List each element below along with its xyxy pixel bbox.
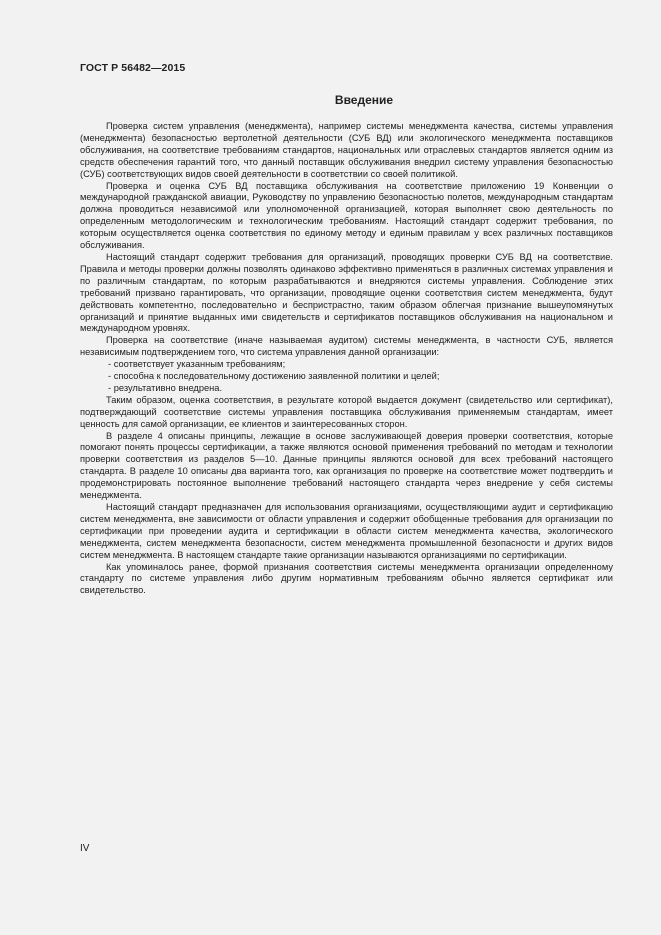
paragraph-6: В разделе 4 описаны принципы, лежащие в основе заслуживающей доверия проверки соответствия, которые помогают понять процессы сертификации, а также являются основой применения требований по методам и технологии проверки соответствия из разделов 5—10. Данные принципы являются основой для всех требований настоящего стандарта. В разделе 10 описаны два варианта того, как организация по проверке на соответствие может подтвердить и продемонстрировать постоянное выполнение требований настоящего стандарта через внедрение у себя системы менеджмента. xyxy=(80,430,613,501)
requirements-list xyxy=(80,359,613,395)
paragraph-7: Настоящий стандарт предназначен для использования организациями, осуществляющими аудит и сертификацию систем менеджмента, вне зависимости от области управления и содержит обобщенные требования для организации по сертификации при проведении аудита и сертификации в области систем менеджмента качества, экологического менеджмента, систем менеджмента безопасности, систем менеджмента промышленной безопасности и других видов систем менеджмента. В настоящем стандарте такие организации называются организациями по сертификации. xyxy=(80,502,613,560)
standard-header: ГОСТ Р 56482—2015 xyxy=(80,62,186,74)
section-title: Введение xyxy=(334,93,394,107)
paragraph-3: Настоящий стандарт содержит требования для организаций, проводящих проверки СУБ ВД на соответствие. Правила и методы проверки должны позволять одинаково эффективно применяться в различных системах управления и по различным стандартам, по которым разрабатываются и внедряются системы управления. Соблюдение этих требований призвано гарантировать, что организации, проводящие оценки соответствия систем менеджмента, будут действовать компетентно, последовательно и беспристрастно, таким образом облегчая признание вышеупомянутых организаций и принятие выданных ими свидетельств и сертификатов поставщиков обслуживания на национальном и международном уровнях. xyxy=(80,251,613,334)
document-body xyxy=(80,121,613,597)
paragraph-5: Таким образом, оценка соответствия, в результате которой выдается документ (свидетельство или сертификат), подтверждающий соответствие системы управления поставщика обслуживания применяемым стандартам, имеет ценность для самой организации, ее клиентов и заинтересованных сторон. xyxy=(80,394,613,429)
list-item: - соответствует указанным требованиям; xyxy=(80,359,613,371)
paragraph-2: Проверка и оценка СУБ ВД поставщика обслуживания на соответствие приложению 19 Конвенции о международной гражданской авиации, Руководству по управлению безопасностью полетов, международным стандартам должна проводиться независимой или уполномоченной организацией, которая выполняет свою деятельность по определенным методологическим и технологическим требованиям. Настоящий стандарт содержит требования, по которым осуществляется оценка соответствия по единому методу и единым правилам у всех различных поставщиков обслуживания. xyxy=(80,180,613,251)
paragraph-1: Проверка систем управления (менеджмента), например системы менеджмента качества, системы управления (менеджмента) безопасностью вертолетной деятельности (СУБ ВД) или экологического менеджмента поставщиков обслуживания, на соответствие требованиям стандартов, национальных или отраслевых стандартов является одним из средств обеспечения гарантий того, что данный поставщик обслуживания внедрил систему управления безопасностью (СУБ) соответствующих видов своей деятельности в соответствии со своей политикой. xyxy=(80,121,613,179)
page-number: IV xyxy=(80,843,90,854)
paragraph-8: Как упоминалось ранее, формой признания соответствия системы менеджмента организации определенному стандарту по системе управления либо другим нормативным требованиям обычно является сертификат или свидетельство. xyxy=(80,561,613,596)
list-item: - результативно внедрена. xyxy=(80,383,613,395)
paragraph-4: Проверка на соответствие (иначе называемая аудитом) системы менеджмента, в частности СУБ, является независимым подтверждением того, что система управления данной организации: xyxy=(80,335,613,358)
list-item: - способна к последовательному достижению заявленной политики и целей; xyxy=(80,371,613,383)
